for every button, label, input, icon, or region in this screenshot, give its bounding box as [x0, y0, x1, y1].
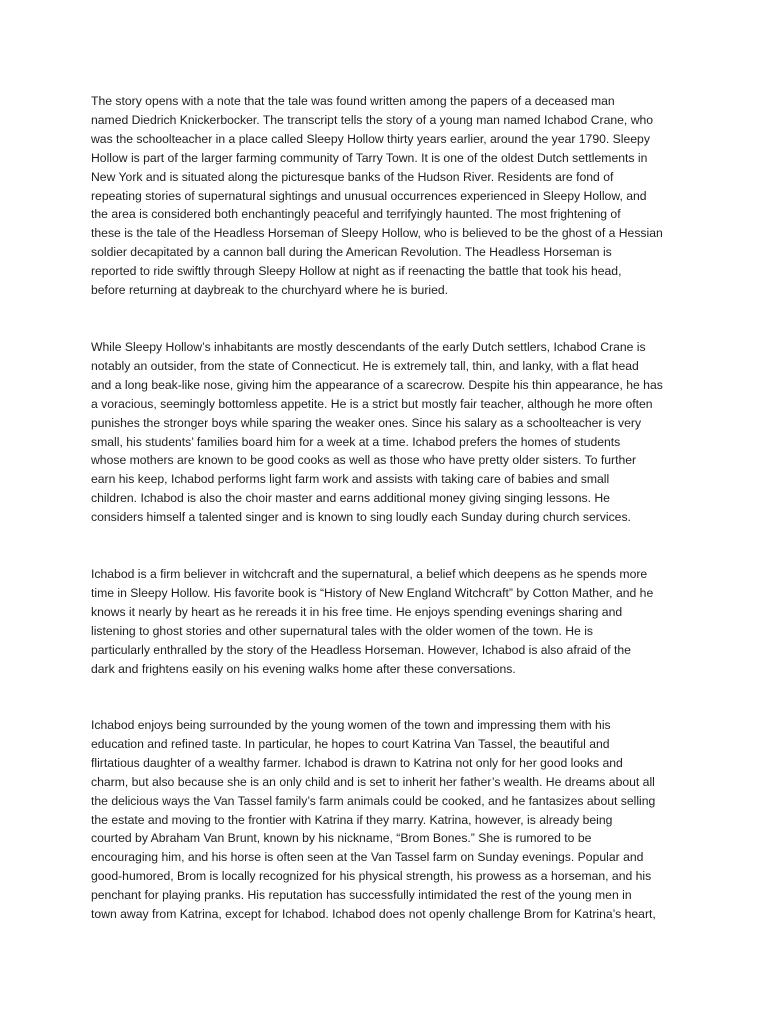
text-line: these is the tale of the Headless Horseman of Sleepy Hollow, who is believed to be the ghost of a Hessian [91, 226, 663, 241]
text-line: listening to ghost stories and other supernatural tales with the older women of the town. He is [91, 623, 593, 638]
text-line: While Sleepy Hollow’s inhabitants are mostly descendants of the early Dutch settlers, Ichabod Crane is [91, 340, 646, 354]
text-line: soldier decapitated by a cannon ball during the American Revolution. The Headless Horseman is [91, 245, 612, 260]
text-line: before returning at daybreak to the churchyard where he is buried. [91, 283, 449, 298]
paragraph-2 [91, 338, 691, 527]
text-line: reported to ride swiftly through Sleepy Hollow at night as if reenacting the battle that took his head, [91, 264, 622, 279]
text-line: good-humored, Brom is locally recognized for his physical strength, his prowess as a horseman, and his [91, 869, 652, 884]
text-line: penchant for playing pranks. His reputation has successfully intimidated the rest of the young men in [91, 888, 632, 903]
paragraph-4 [91, 716, 691, 924]
text-line: courted by Abraham Van Brunt, known by his nickname, “Brom Bones.” She is rumored to be [91, 831, 592, 846]
paragraph-1 [91, 92, 691, 300]
text-line: and a long beak-like nose, giving him the appearance of a scarecrow. Despite his thin appearance, he has [91, 377, 663, 392]
text-line: considers himself a talented singer and is known to sing loudly each Sunday during church services. [91, 510, 631, 525]
text-line: Hollow is part of the larger farming community of Tarry Town. It is one of the oldest Dutch settlements in [91, 150, 648, 165]
text-line: New York and is situated along the picturesque banks of the Hudson River. Residents are fond of [91, 169, 614, 184]
text-line: Ichabod enjoys being surrounded by the young women of the town and impressing them with his [91, 718, 611, 732]
text-line: education and refined taste. In particular, he hopes to court Katrina Van Tassel, the beautiful and [91, 736, 610, 751]
text-line: named Diedrich Knickerbocker. The transcript tells the story of a young man named Ichabod Crane, who [91, 112, 654, 127]
text-line: the delicious ways the Van Tassel family’s farm animals could be cooked, and he fantasizes about selling [91, 793, 656, 808]
text-line: was the schoolteacher in a place called Sleepy Hollow thirty years earlier, around the year 1790. Sleepy [91, 131, 650, 146]
text-line: punishes the stronger boys while sparing the weaker ones. Since his salary as a schoolteacher is very [91, 415, 642, 430]
paragraph-3 [91, 565, 691, 678]
text-line: encouraging him, and his horse is often seen at the Van Tassel farm on Sunday evenings. Popular and [91, 850, 644, 865]
text-line: children. Ichabod is also the choir master and earns additional money giving singing lessons. He [91, 491, 610, 506]
text-line: time in Sleepy Hollow. His favorite book is “History of New England Witchcraft” by Cotton Mather, and he [91, 585, 654, 600]
text-line: notably an outsider, from the state of Connecticut. He is extremely tall, thin, and lanky, with a flat head [91, 358, 639, 373]
text-line: earn his keep, Ichabod performs light farm work and assists with taking care of babies and small [91, 472, 610, 487]
text-line: dark and frightens easily on his evening walks home after these conversations. [91, 661, 516, 676]
text-line: small, his students’ families board him for a week at a time. Ichabod prefers the homes of students [91, 434, 621, 449]
text-line: flirtatious daughter of a wealthy farmer. Ichabod is drawn to Katrina not only for her good looks and [91, 755, 623, 770]
text-line: a voracious, seemingly bottomless appetite. He is a strict but mostly fair teacher, although he more often [91, 396, 653, 411]
text-line: the estate and moving to the frontier with Katrina if they marry. Katrina, however, is already being [91, 812, 613, 827]
text-line: town away from Katrina, except for Ichabod. Ichabod does not openly challenge Brom for Katrina’s heart, [91, 907, 656, 922]
text-line: charm, but also because she is an only child and is set to inherit her father’s wealth. He dreams about all [91, 774, 655, 789]
text-line: Ichabod is a firm believer in witchcraft and the supernatural, a belief which deepens as he spends more [91, 567, 648, 581]
text-line: knows it nearly by heart as he rereads it in his free time. He enjoys spending evenings sharing and [91, 604, 623, 619]
text-line: the area is considered both enchantingly peaceful and terrifyingly haunted. The most frightening of [91, 207, 621, 222]
text-line: The story opens with a note that the tale was found written among the papers of a deceased man [91, 94, 615, 108]
text-line: particularly enthralled by the story of the Headless Horseman. However, Ichabod is also afraid of the [91, 642, 631, 657]
text-line: repeating stories of supernatural sightings and unusual occurrences experienced in Sleepy Hollow, and [91, 188, 647, 203]
text-line: whose mothers are known to be good cooks as well as those who have pretty older sisters. To further [91, 453, 637, 468]
